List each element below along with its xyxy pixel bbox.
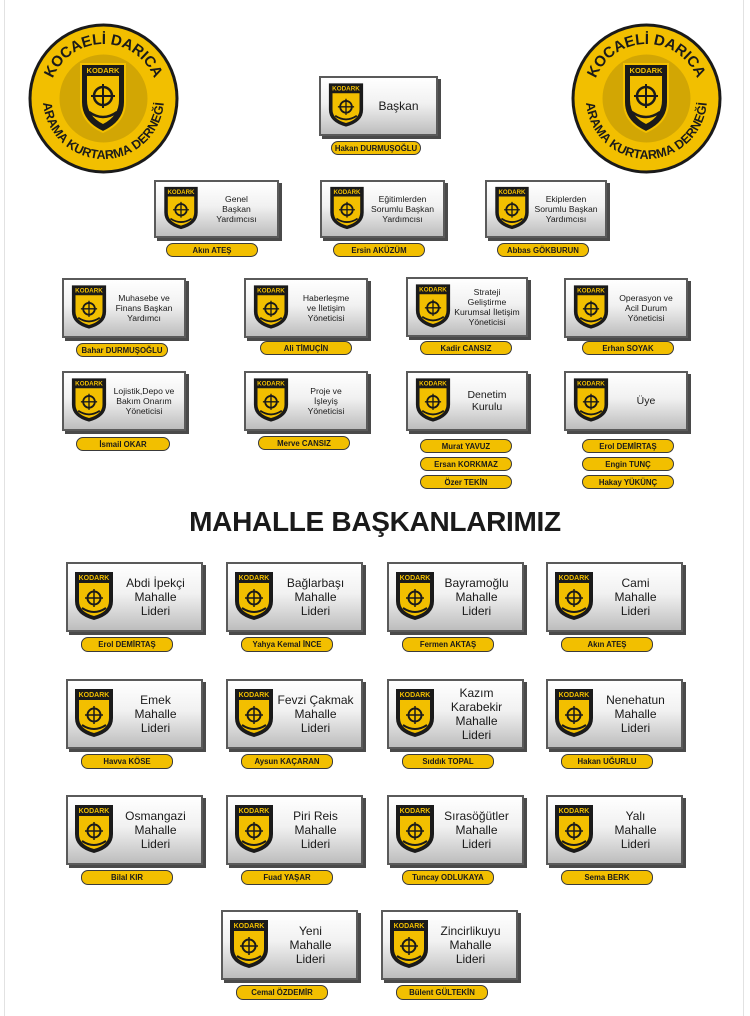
logo-text: KODARK bbox=[167, 188, 195, 196]
name-badge: Ersin AKÜZÜM bbox=[333, 243, 425, 257]
kodark-shield-icon bbox=[554, 686, 594, 740]
logo-text: KODARK bbox=[238, 575, 270, 582]
kodark-shield-icon bbox=[573, 377, 609, 423]
logo-text: KODARK bbox=[75, 380, 103, 388]
role-title: Üye bbox=[636, 394, 656, 407]
kodark-shield-icon bbox=[253, 284, 289, 330]
kodark-shield-icon bbox=[554, 802, 594, 856]
kodark-shield-icon bbox=[415, 283, 451, 329]
leader-name-badge: Akın ATEŞ bbox=[561, 637, 653, 652]
seal-logo-text: KODARK bbox=[86, 66, 120, 75]
leader-name-badge: Havva KÖSE bbox=[81, 754, 173, 769]
logo-text: KODARK bbox=[419, 286, 447, 294]
leader-title: Fevzi Çakmak Mahalle Lideri bbox=[277, 692, 354, 736]
logo-text: KODARK bbox=[257, 287, 285, 295]
kodark-shield-icon bbox=[74, 802, 114, 856]
seal-bottom-text: ARAMA KURTARMA DERNEĞİ bbox=[583, 101, 710, 163]
logo-text: KODARK bbox=[238, 808, 270, 815]
kodark-shield-icon bbox=[415, 377, 451, 423]
kodark-shield-icon bbox=[234, 686, 274, 740]
name-badge: Erhan SOYAK bbox=[582, 341, 674, 355]
logo-text: KODARK bbox=[233, 923, 265, 930]
role-title: Proje ve İşleyiş Yöneticisi bbox=[307, 385, 345, 417]
kodark-shield-icon bbox=[74, 569, 114, 623]
kodark-shield-icon bbox=[253, 377, 289, 423]
section-heading: MAHALLE BAŞKANLARIMIZ bbox=[189, 506, 561, 537]
logo-text: KODARK bbox=[333, 188, 361, 196]
logo-text: KODARK bbox=[238, 692, 270, 699]
leader-title: Bağlarbaşı Mahalle Lideri bbox=[286, 575, 345, 619]
association-seal-right bbox=[570, 22, 723, 175]
role-title: Genel Başkan Yardımcısı bbox=[216, 193, 257, 225]
leader-title: Bayramoğlu Mahalle Lideri bbox=[444, 575, 509, 619]
seal-top-text: KOCAELİ DARICA bbox=[583, 30, 710, 81]
logo-text: KODARK bbox=[75, 287, 103, 295]
kodark-shield-icon bbox=[573, 284, 609, 330]
logo-text: KODARK bbox=[399, 692, 431, 699]
name-badge: Hakan DURMUŞOĞLU bbox=[331, 141, 421, 155]
leader-name-badge: Yahya Kemal İNCE bbox=[241, 637, 333, 652]
kodark-shield-icon bbox=[234, 569, 274, 623]
logo-text: KODARK bbox=[498, 188, 526, 196]
kodark-shield-icon bbox=[234, 802, 274, 856]
leader-name-badge: Cemal ÖZDEMİR bbox=[236, 985, 328, 1000]
role-title: Lojistik,Depo ve Bakım Onarım Yöneticisi bbox=[113, 385, 175, 417]
leader-name-badge: Fermen AKTAŞ bbox=[402, 637, 494, 652]
name-badge: Kadir CANSIZ bbox=[420, 341, 512, 355]
leader-title: Zincirlikuyu Mahalle Lideri bbox=[440, 923, 501, 967]
kodark-shield-icon bbox=[329, 186, 365, 230]
leader-name-badge: Tuncay ODLUKAYA bbox=[402, 870, 494, 885]
role-title: Strateji Geliştirme Kurumsal İletişim Yöneticisi bbox=[454, 286, 520, 328]
association-seal-left bbox=[27, 22, 180, 175]
logo-text: KODARK bbox=[577, 287, 605, 295]
logo-text: KODARK bbox=[393, 923, 425, 930]
leader-name-badge: Bilal KIR bbox=[81, 870, 173, 885]
name-badge: Erol DEMİRTAŞ bbox=[582, 439, 674, 453]
logo-text: KODARK bbox=[558, 808, 590, 815]
leader-title: Yalı Mahalle Lideri bbox=[614, 808, 657, 852]
name-badge: Engin TUNÇ bbox=[582, 457, 674, 471]
logo-text: KODARK bbox=[78, 575, 110, 582]
leader-title: Cami Mahalle Lideri bbox=[614, 575, 657, 619]
name-badge: Ersan KORKMAZ bbox=[420, 457, 512, 471]
role-title: Başkan bbox=[378, 98, 419, 113]
name-badge: İsmail OKAR bbox=[76, 437, 170, 451]
kodark-shield-icon bbox=[389, 917, 429, 971]
logo-text: KODARK bbox=[332, 85, 360, 93]
role-title: Haberleşme ve İletişim Yöneticisi bbox=[302, 292, 350, 324]
leader-title: Yeni Mahalle Lideri bbox=[289, 923, 332, 967]
seal-bottom-text: ARAMA KURTARMA DERNEĞİ bbox=[40, 101, 167, 163]
kodark-shield-icon bbox=[494, 186, 530, 230]
seal-shield-icon bbox=[81, 64, 125, 132]
logo-text: KODARK bbox=[399, 808, 431, 815]
leader-title: Osmangazi Mahalle Lideri bbox=[125, 808, 186, 852]
leader-name-badge: Bülent GÜLTEKİN bbox=[396, 985, 488, 1000]
kodark-shield-icon bbox=[395, 569, 435, 623]
kodark-shield-icon bbox=[328, 82, 364, 128]
logo-text: KODARK bbox=[78, 692, 110, 699]
seal-top-text: KOCAELİ DARICA bbox=[40, 30, 167, 81]
name-badge: Akın ATEŞ bbox=[166, 243, 258, 257]
role-title: Eğitimlerden Sorumlu Başkan Yardımcısı bbox=[370, 193, 435, 225]
leader-name-badge: Hakan UĞURLU bbox=[561, 754, 653, 769]
leader-title: Emek Mahalle Lideri bbox=[134, 692, 177, 736]
leader-name-badge: Sıddık TOPAL bbox=[402, 754, 494, 769]
name-badge: Merve CANSIZ bbox=[258, 436, 350, 450]
logo-text: KODARK bbox=[257, 380, 285, 388]
leader-name-badge: Fuad YAŞAR bbox=[241, 870, 333, 885]
seal-shield-icon bbox=[624, 64, 668, 132]
leader-title: Kazım Karabekir Mahalle Lideri bbox=[450, 685, 503, 743]
logo-text: KODARK bbox=[577, 380, 605, 388]
kodark-shield-icon bbox=[71, 284, 107, 330]
name-badge: Özer TEKİN bbox=[420, 475, 512, 489]
role-title: Ekiplerden Sorumlu Başkan Yardımcısı bbox=[534, 193, 598, 225]
logo-text: KODARK bbox=[399, 575, 431, 582]
leader-name-badge: Aysun KAÇARAN bbox=[241, 754, 333, 769]
leader-title: Sırasöğütler Mahalle Lideri bbox=[444, 808, 509, 852]
role-title: Denetim Kurulu bbox=[467, 388, 507, 413]
kodark-shield-icon bbox=[395, 802, 435, 856]
name-badge: Abbas GÖKBURUN bbox=[497, 243, 589, 257]
kodark-shield-icon bbox=[163, 186, 199, 230]
kodark-shield-icon bbox=[395, 686, 435, 740]
role-title: Muhasebe ve Finans Başkan Yardımcı bbox=[115, 292, 173, 324]
kodark-shield-icon bbox=[71, 377, 107, 423]
name-badge: Murat YAVUZ bbox=[420, 439, 512, 453]
kodark-shield-icon bbox=[229, 917, 269, 971]
logo-text: KODARK bbox=[558, 692, 590, 699]
name-badge: Hakay YÜKÜNÇ bbox=[582, 475, 674, 489]
leader-title: Piri Reis Mahalle Lideri bbox=[293, 808, 338, 852]
leader-name-badge: Sema BERK bbox=[561, 870, 653, 885]
kodark-shield-icon bbox=[74, 686, 114, 740]
name-badge: Ali TİMUÇİN bbox=[260, 341, 352, 355]
seal-logo-text: KODARK bbox=[629, 66, 663, 75]
logo-text: KODARK bbox=[558, 575, 590, 582]
role-title: Operasyon ve Acil Durum Yöneticisi bbox=[619, 292, 673, 324]
logo-text: KODARK bbox=[78, 808, 110, 815]
name-badge: Bahar DURMUŞOĞLU bbox=[76, 343, 168, 357]
logo-text: KODARK bbox=[419, 380, 447, 388]
leader-title: Nenehatun Mahalle Lideri bbox=[606, 692, 665, 736]
leader-title: Abdi İpekçi Mahalle Lideri bbox=[126, 575, 185, 619]
kodark-shield-icon bbox=[554, 569, 594, 623]
leader-name-badge: Erol DEMİRTAŞ bbox=[81, 637, 173, 652]
